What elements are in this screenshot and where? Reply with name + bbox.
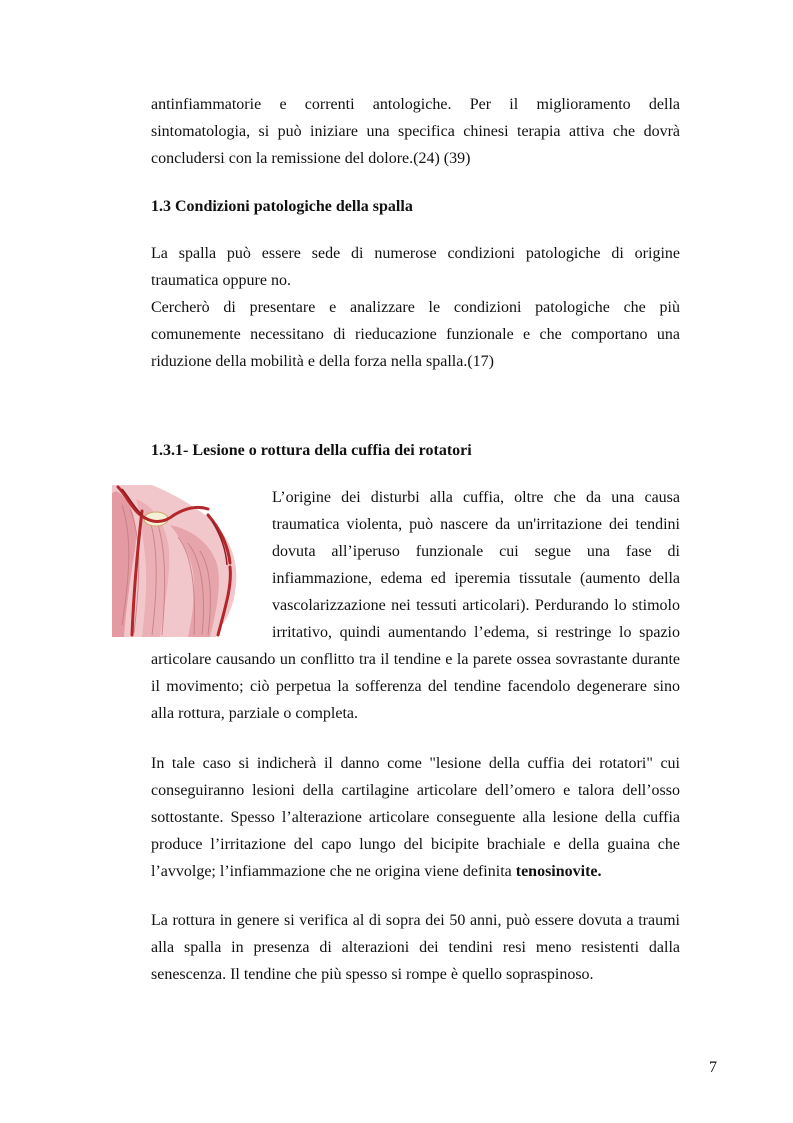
text-line: alla spalla in presenza di alterazioni dei tendini resi meno resistenti dalla — [151, 939, 680, 956]
text-line: il movimento; ciò perpetua la sofferenza del tendine facendolo degenerare sino — [151, 678, 680, 695]
text-line: produce l’irritazione del capo lungo del bicipite brachiale e della guaina che — [151, 836, 680, 853]
text-line: traumatica oppure no. — [151, 272, 291, 289]
section-paragraph-2 — [151, 294, 680, 375]
text-line: senescenza. Il tendine che più spesso si rompe è quello sopraspinoso. — [151, 966, 594, 983]
text-line: La spalla può essere sede di numerose condizioni patologiche di origine — [151, 245, 680, 262]
intro-paragraph — [151, 91, 680, 172]
text-line: In tale caso si indicherà il danno come "lesione della cuffia dei rotatori" cui — [151, 755, 680, 772]
bold-term: tenosinovite. — [515, 863, 602, 880]
text-line: riduzione della mobilità e della forza nella spalla.(17) — [151, 353, 494, 370]
text-line: sintomatologia, si può iniziare una specifica chinesi terapia attiva che dovrà — [151, 123, 680, 140]
text-line: articolare causando un conflitto tra il tendine e la parete ossea sovrastante durante — [151, 651, 680, 668]
subsection-heading: 1.3.1- Lesione o rottura della cuffia dei rotatori — [151, 442, 472, 459]
wrapped-paragraph — [272, 484, 680, 646]
lesion-paragraph — [151, 750, 680, 885]
text-line: dovuta all’iperuso funzionale cui segue una fase di — [272, 543, 680, 560]
rupture-paragraph — [151, 907, 680, 988]
text-line: irritativo, quindi aumentando l’edema, si restringe lo spazio — [272, 624, 680, 641]
text-line: conseguiranno lesioni della cartilagine articolare dell’omero e talora dell’osso — [151, 782, 680, 799]
text-line: concludersi con la remissione del dolore.(24) (39) — [151, 150, 471, 167]
text-line: vascolarizzazione nei tessuti articolari). Perdurando lo stimolo — [272, 597, 680, 614]
text-line: sottostante. Spesso l’alterazione articolare conseguente alla lesione della cuffia — [151, 809, 680, 826]
text-line: La rottura in genere si verifica al di sopra dei 50 anni, può essere dovuta a traumi — [151, 912, 680, 929]
text-line: antinfiammatorie e correnti antologiche. Per il miglioramento della — [151, 96, 680, 113]
text-line: alla rottura, parziale o completa. — [151, 705, 359, 722]
text-fragment: l’avvolge; l’infiammazione che ne origina viene definita — [151, 863, 516, 880]
section-paragraph-1 — [151, 240, 680, 294]
text-line: Cercherò di presentare e analizzare le condizioni patologiche che più — [151, 299, 680, 316]
text-line: L’origine dei disturbi alla cuffia, oltre che da una causa — [272, 489, 680, 506]
text-line — [151, 858, 680, 885]
section-heading: 1.3 Condizioni patologiche della spalla — [151, 198, 413, 215]
text-line: infiammazione, edema ed iperemia tissutale (aumento della — [272, 570, 680, 587]
text-line: comunemente necessitano di rieducazione funzionale e che comportano una — [151, 326, 680, 343]
text-line: traumatica violenta, può nascere da un'irritazione dei tendini — [272, 516, 680, 533]
page-number: 7 — [709, 1059, 717, 1076]
shoulder-rotator-cuff-illustration-icon — [112, 485, 240, 637]
continuation-paragraph — [151, 646, 680, 727]
